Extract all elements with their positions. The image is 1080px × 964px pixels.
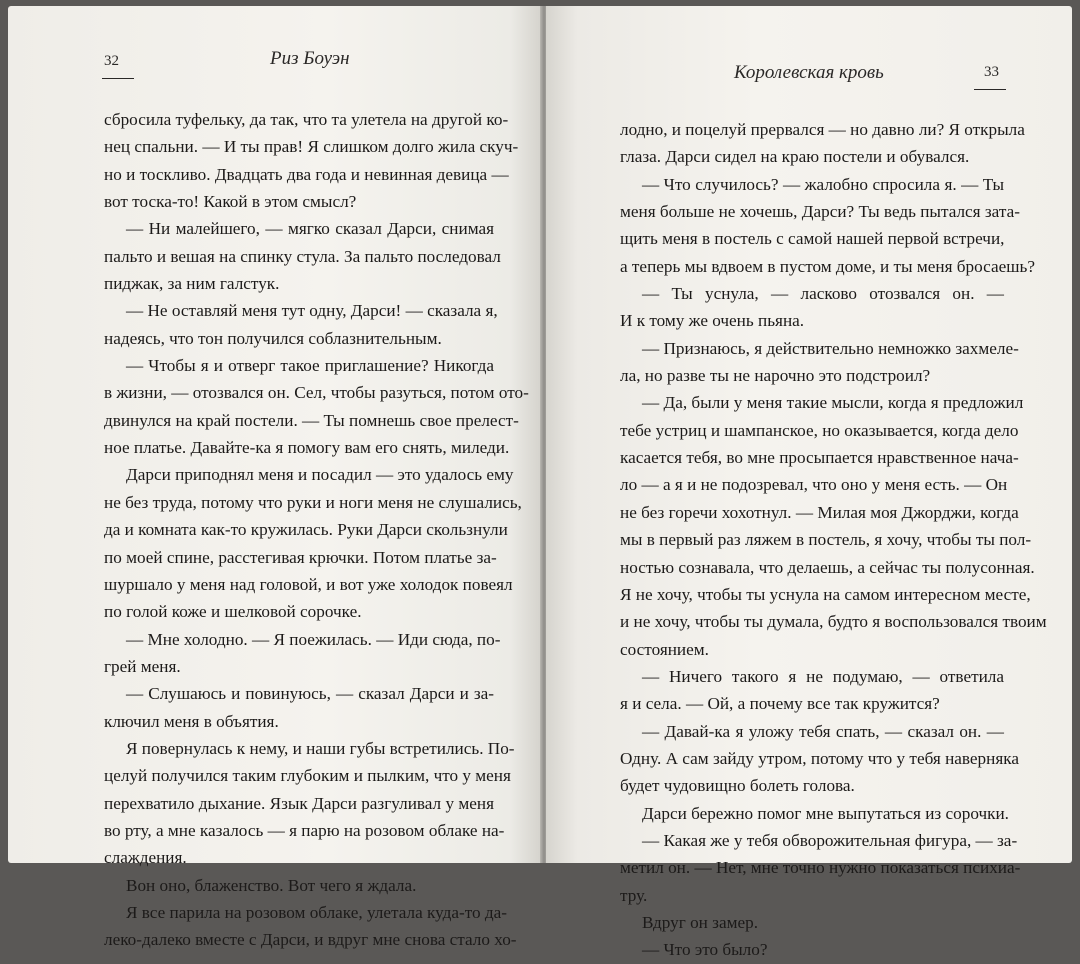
text-line: щить меня в постель с самой нашей первой встречи, <box>620 229 1005 249</box>
text-line: ла, но разве ты не нарочно это подстроил? <box>620 366 931 386</box>
text-line: метил он. — Нет, мне точно нужно показаться психиа- <box>620 858 1021 878</box>
text-line: лодно, и поцелуй прервался — но давно ли? Я открыла <box>620 120 1025 139</box>
text-line: — Да, были у меня такие мысли, когда я предложил <box>642 393 1024 413</box>
text-line: ное платье. Давайте-ка я помогу вам его снять, миледи. <box>104 438 510 458</box>
running-head-title: Королевская кровь <box>734 62 884 83</box>
text-line: нец спальни. — И ты прав! Я слишком долго жила скуч- <box>104 137 519 157</box>
text-line: перехватило дыхание. Язык Дарси разгуливал у меня <box>104 793 494 813</box>
page-number: 33 <box>984 64 999 80</box>
text-line: двинулся на край постели. — Ты помнешь свое прелест- <box>104 410 519 430</box>
text-line: вот тоска-то! Какой в этом смысл? <box>104 192 357 212</box>
text-line: сбросила туфельку, да так, что та улетела на другой ко- <box>104 110 509 129</box>
text-line: состоянием. <box>620 639 709 659</box>
page-number: 32 <box>104 53 119 69</box>
text-line: но и тоскливо. Двадцать два года и невинная девица — <box>104 164 509 184</box>
text-line: касается тебя, во мне просыпается нравственное нача- <box>620 448 1019 468</box>
left-page <box>8 6 542 950</box>
text-line: я и села. — Ой, а почему все так кружится? <box>620 694 940 714</box>
text-line: шуршало у меня над головой, и вот уже холодок повеял <box>104 574 513 594</box>
text-line: — Что случилось? — жалобно спросила я. — Ты <box>642 174 1004 194</box>
text-line: — Не оставляй меня тут одну, Дарси! — сказала я, <box>126 301 498 321</box>
text-line: — Ничего такого я не подумаю, — ответила <box>642 666 1004 686</box>
text-line: мы в первый раз ляжем в постель, я хочу, чтобы ты пол- <box>620 530 1032 550</box>
text-line: по моей спине, расстегивая крючки. Потом платье за- <box>104 547 497 567</box>
text-line: Дарси приподнял меня и посадил — это удалось ему <box>126 465 514 485</box>
text-line: ло — а я и не подозревал, что оно у меня есть. — Он <box>620 475 1008 495</box>
text-line: тебе устриц и шампанское, но оказывается, когда дело <box>620 420 1019 440</box>
left-page-text <box>104 106 529 954</box>
text-line: целуй получился таким глубоким и пылким, что у меня <box>104 766 511 786</box>
text-line: Я повернулась к нему, и наши губы встретились. По- <box>126 738 515 758</box>
text-line: ностью сознавала, что делаешь, а сейчас ты полусонная. <box>620 557 1035 577</box>
text-line: — Мне холодно. — Я поежилась. — Иди сюда, по- <box>126 629 501 649</box>
text-line: леко-далеко вместе с Дарси, и вдруг мне снова стало хо- <box>104 930 517 950</box>
text-line: Вон оно, блаженство. Вот чего я ждала. <box>126 875 417 895</box>
text-line: И к тому же очень пьяна. <box>620 311 805 331</box>
text-line: меня больше не хочешь, Дарси? Ты ведь пытался зата- <box>620 202 1020 222</box>
text-line: Одну. А сам зайду утром, потому что у тебя наверняка <box>620 748 1019 768</box>
text-line: — Чтобы я и отверг такое приглашение? Никогда <box>126 356 494 376</box>
text-line: Дарси бережно помог мне выпутаться из сорочки. <box>642 803 1009 823</box>
text-line: глаза. Дарси сидел на краю постели и обувался. <box>620 147 970 167</box>
text-line: Я не хочу, чтобы ты уснула на самом интересном месте, <box>620 584 1031 604</box>
text-line: надеясь, что тон получился соблазнительным. <box>104 328 442 348</box>
text-line: Вдруг он замер. <box>642 912 758 932</box>
text-line: — Что это было? <box>642 940 768 960</box>
text-line: пиджак, за ним галстук. <box>104 274 280 294</box>
text-line: пальто и вешая на спинку стула. За пальто последовал <box>104 246 501 266</box>
text-line: слаждения. <box>104 848 187 868</box>
text-line: а теперь мы вдвоем в пустом доме, и ты меня бросаешь? <box>620 256 1035 276</box>
text-line: да и комната как-то кружилась. Руки Дарси скользнули <box>104 520 508 540</box>
right-page-text <box>620 116 1047 964</box>
text-line: во рту, а мне казалось — я парю на розовом облаке на- <box>104 820 505 840</box>
page-number-rule <box>102 78 134 79</box>
text-line: будет чудовищно болеть голова. <box>620 776 855 796</box>
text-line: — Ты уснула, — ласково отозвался он. — <box>642 284 1004 304</box>
text-line: тру. <box>620 885 648 905</box>
page-number-rule <box>974 89 1006 90</box>
running-head-author: Риз Боуэн <box>270 48 350 69</box>
text-line: — Какая же у тебя обворожительная фигура, — за- <box>642 830 1018 850</box>
text-line: — Признаюсь, я действительно немножко захмеле- <box>642 338 1019 358</box>
right-page <box>546 6 1072 960</box>
text-line: в жизни, — отозвался он. Сел, чтобы разуться, потом ото- <box>104 383 529 403</box>
text-line: не без труда, потому что руки и ноги меня не слушались, <box>104 492 522 512</box>
text-line: — Ни малейшего, — мягко сказал Дарси, снимая <box>126 219 494 239</box>
text-line: не без горечи хохотнул. — Милая моя Джорджи, когда <box>620 502 1019 522</box>
text-line: ключил меня в объятия. <box>104 711 279 731</box>
text-line: и не хочу, чтобы ты думала, будто я воспользовался твоим <box>620 612 1047 632</box>
text-line: — Слушаюсь и повинуюсь, — сказал Дарси и за- <box>126 684 494 704</box>
text-line: грей меня. <box>104 656 181 676</box>
text-line: по голой коже и шелковой сорочке. <box>104 602 362 622</box>
text-line: Я все парила на розовом облаке, улетала куда-то да- <box>126 902 507 922</box>
text-line: — Давай-ка я уложу тебя спать, — сказал он. — <box>642 721 1004 741</box>
